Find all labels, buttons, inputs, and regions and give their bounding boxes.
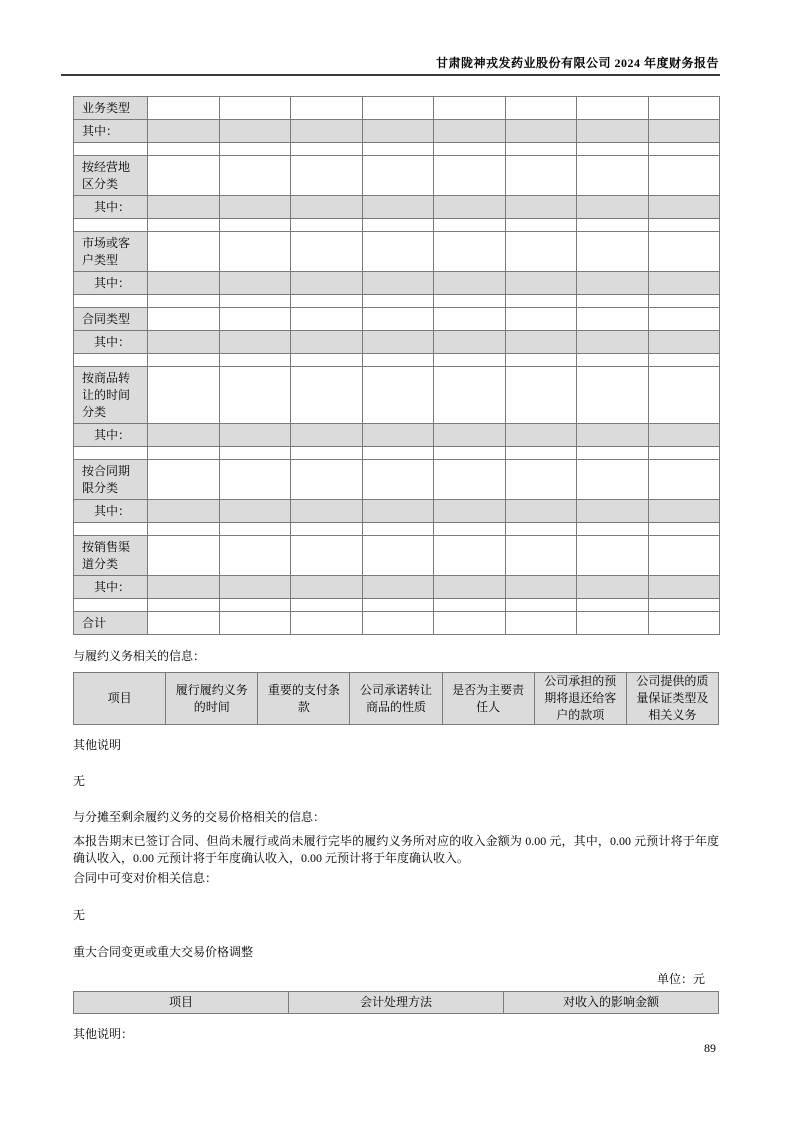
- adjustment-header-cell: 对收入的影响金额: [504, 992, 719, 1014]
- classification-data-cell: [362, 97, 434, 120]
- classification-data-cell: [148, 523, 220, 536]
- classification-data-cell: [362, 500, 434, 523]
- footer-other-notes-label: 其他说明：: [73, 1027, 134, 1041]
- classification-data-cell: [577, 97, 649, 120]
- classification-data-cell: [648, 599, 720, 612]
- classification-data-cell: [648, 367, 720, 424]
- classification-data-cell: [505, 272, 577, 295]
- classification-data-cell: [362, 196, 434, 219]
- obligation-header-cell: 公司提供的质量保证类型及相关义务: [626, 673, 718, 725]
- classification-row: [74, 196, 720, 219]
- obligation-header-cell: 是否为主要责任人: [442, 673, 534, 725]
- classification-data-cell: [434, 143, 506, 156]
- classification-data-cell: [219, 447, 291, 460]
- classification-data-cell: [362, 272, 434, 295]
- obligation-header-cell: 公司承担的预期将退还给客户的款项: [534, 673, 626, 725]
- page-content: [0, 56, 793, 1042]
- classification-data-cell: [505, 120, 577, 143]
- classification-data-cell: [362, 523, 434, 536]
- classification-data-cell: [577, 232, 649, 272]
- classification-data-cell: [219, 612, 291, 635]
- variable-consideration-heading: 合同中可变对价相关信息：: [73, 871, 218, 885]
- classification-data-cell: [648, 219, 720, 232]
- classification-data-cell: [577, 295, 649, 308]
- classification-data-cell: [505, 295, 577, 308]
- classification-data-cell: [648, 272, 720, 295]
- classification-data-cell: [577, 156, 649, 196]
- classification-data-cell: [505, 424, 577, 447]
- classification-row-label: 其中：: [74, 500, 148, 523]
- obligation-header-cell: 重要的支付条款: [258, 673, 350, 725]
- unit-label: 单位：元: [656, 972, 705, 986]
- contract-adjustment-heading: 重大合同变更或重大交易价格调整: [73, 945, 254, 959]
- classification-data-cell: [648, 120, 720, 143]
- classification-data-cell: [291, 612, 363, 635]
- classification-data-cell: [434, 523, 506, 536]
- classification-data-cell: [505, 308, 577, 331]
- classification-data-cell: [434, 295, 506, 308]
- classification-data-cell: [505, 460, 577, 500]
- classification-data-cell: [148, 156, 220, 196]
- classification-data-cell: [505, 599, 577, 612]
- classification-data-cell: [219, 156, 291, 196]
- classification-row: [74, 460, 720, 500]
- classification-data-cell: [219, 143, 291, 156]
- adjustment-header-cell: 会计处理方法: [289, 992, 504, 1014]
- classification-row-label: [74, 447, 148, 460]
- classification-row-label: [74, 523, 148, 536]
- classification-data-cell: [434, 612, 506, 635]
- classification-data-cell: [362, 460, 434, 500]
- classification-data-cell: [291, 232, 363, 272]
- classification-data-cell: [291, 143, 363, 156]
- classification-row: [74, 143, 720, 156]
- classification-data-cell: [362, 576, 434, 599]
- classification-data-cell: [219, 500, 291, 523]
- classification-data-cell: [291, 523, 363, 536]
- classification-data-cell: [648, 612, 720, 635]
- adjustment-header-cell: 项目: [74, 992, 289, 1014]
- classification-row-label: 其中：: [74, 120, 148, 143]
- classification-data-cell: [577, 523, 649, 536]
- remaining-obligation-paragraph: 本报告期末已签订合同、但尚未履行或尚未履行完毕的履约义务所对应的收入金额为 0.00 元，其中，0.00 元预计将于年度确认收入，0.00 元预计将于年度确认收入，0.00 元预计将于年度确认收入。: [73, 834, 719, 865]
- classification-data-cell: [291, 120, 363, 143]
- classification-data-cell: [148, 354, 220, 367]
- classification-data-cell: [219, 331, 291, 354]
- classification-data-cell: [577, 331, 649, 354]
- classification-data-cell: [362, 424, 434, 447]
- classification-row: [74, 576, 720, 599]
- classification-data-cell: [291, 331, 363, 354]
- classification-data-cell: [362, 295, 434, 308]
- classification-data-cell: [219, 367, 291, 424]
- classification-data-cell: [219, 272, 291, 295]
- classification-row-label: 合计: [74, 612, 148, 635]
- classification-row: [74, 120, 720, 143]
- classification-row: [74, 424, 720, 447]
- classification-data-cell: [148, 536, 220, 576]
- classification-data-cell: [362, 354, 434, 367]
- classification-data-cell: [219, 120, 291, 143]
- variable-consideration-value: 无: [73, 908, 86, 922]
- classification-data-cell: [291, 295, 363, 308]
- classification-data-cell: [148, 460, 220, 500]
- classification-data-cell: [505, 156, 577, 196]
- classification-data-cell: [577, 219, 649, 232]
- classification-data-cell: [219, 599, 291, 612]
- classification-data-cell: [362, 308, 434, 331]
- classification-data-cell: [648, 424, 720, 447]
- classification-data-cell: [219, 460, 291, 500]
- classification-data-cell: [219, 295, 291, 308]
- classification-data-cell: [434, 120, 506, 143]
- classification-data-cell: [434, 367, 506, 424]
- classification-data-cell: [434, 331, 506, 354]
- classification-data-cell: [505, 354, 577, 367]
- classification-data-cell: [648, 196, 720, 219]
- classification-data-cell: [577, 308, 649, 331]
- classification-data-cell: [148, 612, 220, 635]
- classification-data-cell: [577, 460, 649, 500]
- classification-data-cell: [291, 424, 363, 447]
- page-number: 89: [704, 1041, 716, 1055]
- classification-data-cell: [434, 97, 506, 120]
- classification-row: [74, 97, 720, 120]
- classification-data-cell: [434, 308, 506, 331]
- classification-data-cell: [505, 232, 577, 272]
- classification-row: [74, 232, 720, 272]
- classification-data-cell: [434, 219, 506, 232]
- classification-data-cell: [577, 599, 649, 612]
- classification-row-label: 其中：: [74, 576, 148, 599]
- classification-data-cell: [362, 612, 434, 635]
- classification-data-cell: [219, 196, 291, 219]
- classification-data-cell: [648, 232, 720, 272]
- classification-data-cell: [148, 295, 220, 308]
- table-header-row: [74, 992, 719, 1014]
- classification-data-cell: [148, 424, 220, 447]
- classification-data-cell: [291, 576, 363, 599]
- classification-data-cell: [577, 500, 649, 523]
- classification-data-cell: [434, 576, 506, 599]
- classification-data-cell: [648, 295, 720, 308]
- classification-data-cell: [362, 599, 434, 612]
- classification-data-cell: [648, 500, 720, 523]
- classification-data-cell: [434, 196, 506, 219]
- classification-data-cell: [219, 308, 291, 331]
- classification-data-cell: [434, 424, 506, 447]
- classification-data-cell: [505, 576, 577, 599]
- classification-data-cell: [362, 331, 434, 354]
- classification-data-cell: [434, 460, 506, 500]
- classification-data-cell: [148, 447, 220, 460]
- classification-data-cell: [219, 424, 291, 447]
- classification-data-cell: [648, 523, 720, 536]
- classification-row-label: 业务类型: [74, 97, 148, 120]
- classification-data-cell: [362, 156, 434, 196]
- classification-data-cell: [219, 97, 291, 120]
- classification-row: [74, 612, 720, 635]
- classification-data-cell: [219, 232, 291, 272]
- classification-row: [74, 272, 720, 295]
- classification-data-cell: [362, 367, 434, 424]
- classification-data-cell: [291, 536, 363, 576]
- classification-row: [74, 295, 720, 308]
- classification-data-cell: [219, 536, 291, 576]
- classification-data-cell: [577, 143, 649, 156]
- classification-data-cell: [577, 354, 649, 367]
- classification-row-label: 合同类型: [74, 308, 148, 331]
- classification-data-cell: [577, 447, 649, 460]
- classification-data-cell: [148, 196, 220, 219]
- classification-data-cell: [148, 272, 220, 295]
- classification-row-label: 其中：: [74, 196, 148, 219]
- classification-data-cell: [505, 447, 577, 460]
- classification-row: [74, 331, 720, 354]
- classification-data-cell: [648, 460, 720, 500]
- classification-row-label: 按合同期限分类: [74, 460, 148, 500]
- classification-row: [74, 354, 720, 367]
- classification-data-cell: [434, 156, 506, 196]
- classification-data-cell: [434, 447, 506, 460]
- classification-data-cell: [291, 308, 363, 331]
- classification-row: [74, 599, 720, 612]
- classification-data-cell: [362, 447, 434, 460]
- classification-data-cell: [505, 536, 577, 576]
- classification-data-cell: [648, 308, 720, 331]
- classification-data-cell: [362, 219, 434, 232]
- classification-row: [74, 447, 720, 460]
- classification-data-cell: [219, 576, 291, 599]
- classification-row: [74, 536, 720, 576]
- classification-data-cell: [148, 120, 220, 143]
- classification-data-cell: [148, 232, 220, 272]
- table-header-row: [74, 673, 719, 725]
- classification-row-label: 其中：: [74, 272, 148, 295]
- document-title: 甘肃陇神戎发药业股份有限公司 2024 年度财务报告: [435, 56, 719, 70]
- classification-data-cell: [505, 500, 577, 523]
- classification-data-cell: [362, 536, 434, 576]
- classification-data-cell: [434, 500, 506, 523]
- classification-row-label: 按销售渠道分类: [74, 536, 148, 576]
- classification-data-cell: [291, 354, 363, 367]
- classification-data-cell: [219, 354, 291, 367]
- classification-data-cell: [648, 143, 720, 156]
- classification-row: [74, 367, 720, 424]
- classification-row-label: [74, 295, 148, 308]
- revenue-classification-table: [73, 96, 720, 635]
- classification-data-cell: [505, 143, 577, 156]
- classification-data-cell: [291, 599, 363, 612]
- classification-data-cell: [577, 272, 649, 295]
- classification-row-label: 按经营地区分类: [74, 156, 148, 196]
- classification-data-cell: [505, 196, 577, 219]
- performance-info-heading: 与履约义务相关的信息：: [73, 649, 206, 663]
- classification-row: [74, 219, 720, 232]
- classification-row-label: 其中：: [74, 424, 148, 447]
- classification-data-cell: [648, 97, 720, 120]
- classification-row: [74, 523, 720, 536]
- classification-row: [74, 308, 720, 331]
- performance-obligation-table: [73, 672, 719, 725]
- classification-data-cell: [291, 156, 363, 196]
- classification-data-cell: [291, 447, 363, 460]
- classification-data-cell: [648, 536, 720, 576]
- classification-data-cell: [291, 97, 363, 120]
- classification-data-cell: [648, 576, 720, 599]
- classification-data-cell: [577, 536, 649, 576]
- classification-data-cell: [577, 612, 649, 635]
- classification-data-cell: [505, 331, 577, 354]
- classification-data-cell: [505, 612, 577, 635]
- remaining-obligation-heading: 与分摊至剩余履约义务的交易价格相关的信息：: [73, 810, 326, 824]
- classification-data-cell: [577, 424, 649, 447]
- classification-data-cell: [219, 219, 291, 232]
- classification-data-cell: [291, 196, 363, 219]
- classification-data-cell: [577, 196, 649, 219]
- classification-data-cell: [148, 367, 220, 424]
- other-notes-value: 无: [73, 774, 86, 788]
- classification-row-label: 按商品转让的时间分类: [74, 367, 148, 424]
- classification-row-label: [74, 143, 148, 156]
- classification-row-label: [74, 599, 148, 612]
- obligation-header-cell: 公司承诺转让商品的性质: [350, 673, 442, 725]
- classification-data-cell: [291, 367, 363, 424]
- classification-data-cell: [648, 156, 720, 196]
- other-notes-label: 其他说明: [73, 738, 122, 752]
- classification-data-cell: [219, 523, 291, 536]
- classification-data-cell: [291, 272, 363, 295]
- classification-row-label: [74, 219, 148, 232]
- classification-row: [74, 156, 720, 196]
- classification-data-cell: [148, 308, 220, 331]
- classification-data-cell: [577, 576, 649, 599]
- classification-data-cell: [434, 599, 506, 612]
- classification-data-cell: [148, 219, 220, 232]
- classification-data-cell: [148, 331, 220, 354]
- classification-data-cell: [291, 460, 363, 500]
- classification-data-cell: [148, 576, 220, 599]
- classification-data-cell: [148, 599, 220, 612]
- obligation-header-cell: 履行履约义务的时间: [166, 673, 258, 725]
- classification-data-cell: [362, 143, 434, 156]
- classification-data-cell: [434, 354, 506, 367]
- classification-data-cell: [362, 232, 434, 272]
- classification-data-cell: [291, 219, 363, 232]
- classification-row-label: 其中：: [74, 331, 148, 354]
- classification-row-label: [74, 354, 148, 367]
- classification-row: [74, 500, 720, 523]
- obligation-header-cell: 项目: [74, 673, 166, 725]
- classification-data-cell: [148, 143, 220, 156]
- classification-data-cell: [505, 523, 577, 536]
- classification-data-cell: [505, 367, 577, 424]
- classification-data-cell: [505, 219, 577, 232]
- classification-data-cell: [577, 367, 649, 424]
- classification-data-cell: [362, 120, 434, 143]
- classification-data-cell: [434, 232, 506, 272]
- classification-data-cell: [648, 354, 720, 367]
- classification-data-cell: [434, 536, 506, 576]
- header-rule: [61, 74, 720, 76]
- classification-data-cell: [434, 272, 506, 295]
- classification-data-cell: [648, 331, 720, 354]
- classification-data-cell: [148, 500, 220, 523]
- classification-data-cell: [291, 500, 363, 523]
- classification-data-cell: [648, 447, 720, 460]
- contract-adjustment-table: [73, 991, 719, 1014]
- classification-data-cell: [148, 97, 220, 120]
- classification-row-label: 市场或客户类型: [74, 232, 148, 272]
- classification-data-cell: [505, 97, 577, 120]
- classification-data-cell: [577, 120, 649, 143]
